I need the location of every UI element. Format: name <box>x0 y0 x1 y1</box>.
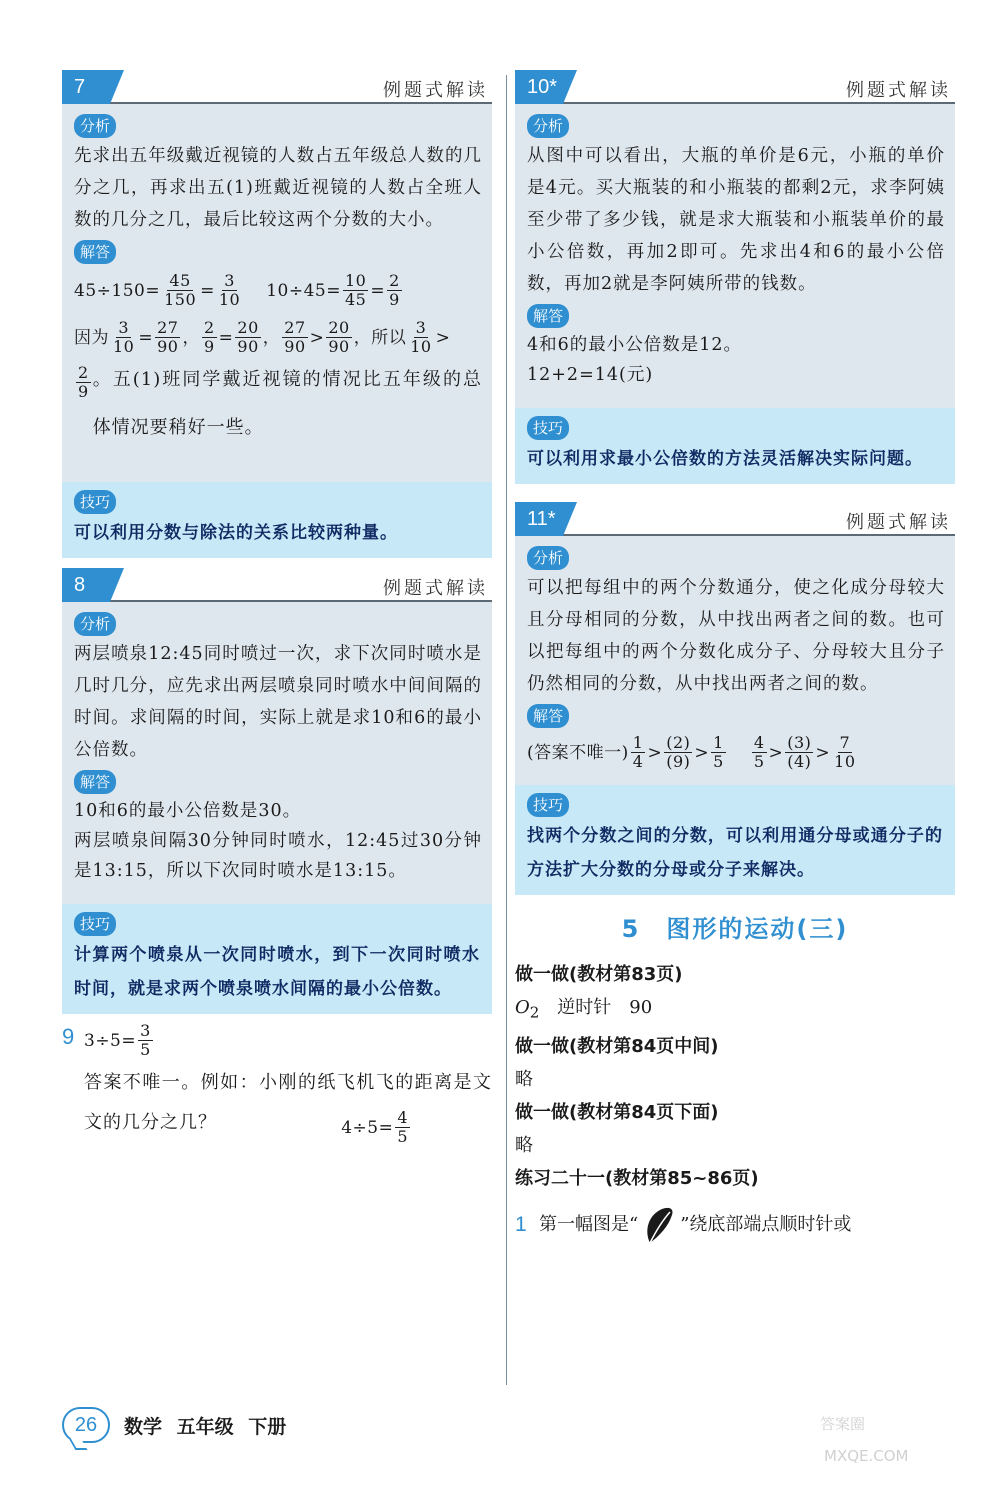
equals: = <box>145 280 161 301</box>
skill-label: 技巧 <box>74 912 116 936</box>
answer-inequalities <box>527 734 945 771</box>
example-10-header <box>515 70 955 104</box>
watermark-line-1: 答案圈 <box>820 1415 866 1433</box>
skill-text: 可以利用求最小公倍数的方法灵活解决实际问题。 <box>527 449 923 469</box>
fraction <box>162 272 198 309</box>
skill-text: 可以利用分数与除法的关系比较两种量。 <box>74 523 398 543</box>
numerator: 3 <box>140 1021 151 1040</box>
denominator: 5 <box>713 752 724 771</box>
greater-than: > <box>309 327 325 348</box>
skill-label: 技巧 <box>527 416 569 440</box>
right-column <box>515 70 955 1245</box>
fraction <box>76 364 91 401</box>
greater-than: > <box>768 742 784 763</box>
fraction <box>408 319 433 356</box>
denominator: 9 <box>78 382 89 401</box>
example-9-text: 答案不唯一。例如：小刚的纸飞机飞的距离是文文的几分之几？ <box>84 1072 492 1133</box>
fraction <box>343 272 368 309</box>
denominator: 5 <box>753 752 765 771</box>
analysis-label: 分析 <box>527 546 569 570</box>
expr: 3÷5= <box>84 1030 137 1051</box>
skill-box <box>62 482 492 558</box>
expr: 45÷150 <box>74 280 146 301</box>
example-7-header <box>62 70 492 104</box>
fraction <box>832 734 857 771</box>
watermark-logo <box>810 1395 970 1475</box>
analysis-text: 从图中可以看出，大瓶的单价是6元，小瓶的单价是4元。买大瓶装的和小瓶装的都剩2元，求李阿姨至少带了多少钱，就是求大瓶装和小瓶装单价的最小公倍数，再加2即可。先求出4和6的最小公倍数，再加2就是李阿姨所带的钱数。 <box>527 146 945 294</box>
fraction <box>631 734 646 771</box>
expr: 4÷5= <box>341 1117 394 1138</box>
denominator: 4 <box>632 752 644 771</box>
example-8-header <box>62 568 492 602</box>
example-11-header <box>515 502 955 536</box>
conclusion-line <box>74 362 482 452</box>
section-title <box>515 909 955 944</box>
denominator: (4) <box>787 752 812 771</box>
skill-box <box>515 785 955 895</box>
numerator: 20 <box>328 318 350 337</box>
exercise-answer <box>515 991 955 1030</box>
skill-box <box>515 408 955 484</box>
denominator: 9 <box>389 290 400 309</box>
comparison-line: 因为 $\frac{3}{10}$ = $\frac{27}{90}$ ， $\frac{2}{9}$ = $\frac{20}{90}$ ， $\frac{27}{90}$ > $\frac{20}{90}$ ，所以 $\frac{3}{10}$ > <box>74 318 451 356</box>
numerator: 7 <box>839 733 851 752</box>
equals: = <box>200 280 215 301</box>
greater-than: > <box>694 742 710 763</box>
numerator: 2 <box>389 271 400 290</box>
numerator: 1 <box>632 733 644 752</box>
denominator: 10 <box>113 337 135 356</box>
fraction <box>111 319 136 356</box>
denominator: 45 <box>345 290 367 309</box>
numerator: 27 <box>284 318 306 337</box>
point-label: O <box>515 997 530 1018</box>
page-footer <box>62 1400 502 1450</box>
denominator: 10 <box>834 752 856 771</box>
answer-label: 解答 <box>527 304 569 328</box>
fraction <box>155 319 180 356</box>
numerator: 10 <box>345 271 367 290</box>
exercise-answer: 略 <box>515 1068 533 1090</box>
answer-line-1: 4和6的最小公倍数是12。 <box>527 335 743 355</box>
numerator: 27 <box>157 318 179 337</box>
fraction <box>326 319 351 356</box>
exercise-heading: 练习二十一(教材第85~86页) <box>515 1167 759 1189</box>
card-tag: 例题式解读 <box>846 80 951 101</box>
exercise-answer: 略 <box>515 1134 533 1156</box>
fraction <box>387 272 402 309</box>
left-column <box>62 70 492 1146</box>
numerator: 45 <box>169 271 191 290</box>
equation-line-1 <box>74 272 482 309</box>
numerator: 1 <box>713 733 724 752</box>
fraction <box>202 319 217 356</box>
denominator: 10 <box>218 290 241 309</box>
skill-text: 找两个分数之间的分数，可以利用通分母或通分子的方法扩大分数的分母或分子来解决。 <box>527 826 943 880</box>
example-number: 11* <box>515 502 563 536</box>
denominator: 150 <box>164 290 197 309</box>
answer-line-2: 两层喷泉间隔30分钟同时喷水，12:45过30分钟是13:15，所以下次同时喷水是13:15。 <box>74 831 482 881</box>
leaf-shape-icon <box>642 1205 676 1245</box>
analysis-label: 分析 <box>527 114 569 138</box>
column-divider <box>506 75 507 1385</box>
card-tag: 例题式解读 <box>383 578 488 599</box>
equation <box>62 1022 492 1059</box>
analysis-label: 分析 <box>74 612 116 636</box>
question-number: 1 <box>515 1212 527 1236</box>
answer-line-2: 12+2=14(元) <box>527 365 654 385</box>
exercise-list <box>515 958 955 1245</box>
section-number: 5 <box>621 915 641 943</box>
numerator: 2 <box>78 363 89 382</box>
numerator: 4 <box>753 733 765 752</box>
fraction <box>752 734 767 771</box>
exercise-heading: 做一做(教材第83页) <box>515 964 683 985</box>
numerator: 2 <box>203 318 215 337</box>
skill-label: 技巧 <box>74 490 116 514</box>
denominator: 90 <box>237 337 259 356</box>
section-title-text: 图形的运动(三) <box>666 915 849 943</box>
example-8-card <box>62 568 492 1014</box>
card-tag: 例题式解读 <box>846 512 951 533</box>
fraction <box>785 734 813 771</box>
denominator: 10 <box>410 337 432 356</box>
fraction <box>217 272 242 309</box>
denominator: 5 <box>397 1127 408 1146</box>
question-text-before: 第一幅图是“ <box>539 1213 639 1235</box>
conclusion-text: 。五(1)班同学戴近视镜的情况比五年级的总体情况要稍好一些。 <box>92 369 482 438</box>
denominator: 5 <box>140 1040 151 1059</box>
question-text-after: ”绕底部端点顺时针或 <box>680 1213 852 1235</box>
analysis-label: 分析 <box>74 114 116 138</box>
analysis-text: 两层喷泉12:45同时喷过一次，求下次同时喷水是几时几分，应先求出两层喷泉同时喷水中间间隔的时间。求间隔的时间，实际上就是求10和6的最小公倍数。 <box>74 644 482 760</box>
example-9 <box>62 1022 492 1146</box>
fraction <box>395 1109 410 1146</box>
skill-label: 技巧 <box>527 793 569 817</box>
point-subscript: 2 <box>529 1003 540 1022</box>
denominator: 90 <box>284 337 306 356</box>
numerator: (2) <box>666 733 691 752</box>
denominator: 90 <box>157 337 179 356</box>
skill-box <box>62 904 492 1014</box>
watermark-line-2: MXQE.COM <box>824 1447 909 1465</box>
denominator: 9 <box>203 337 215 356</box>
fraction <box>282 319 307 356</box>
answer-label: 解答 <box>74 240 116 264</box>
expr: 10÷45 <box>266 280 327 301</box>
comma: ， <box>262 327 281 348</box>
exercise-heading: 做一做(教材第84页中间) <box>515 1035 719 1057</box>
analysis-text: 可以把每组中的两个分数通分，使之化成分母较大且分母相同的分数，从中找出两者之间的数。也可以把每组中的两个分数化成分子、分母较大且分子仍然相同的分数，从中找出两者之间的数。 <box>527 578 945 694</box>
page-number: 26 <box>62 1407 110 1443</box>
so-word: ，所以 <box>353 327 407 348</box>
analysis-text: 先求出五年级戴近视镜的人数占五年级总人数的几分之几，再求出五(1)班戴近视镜的人数占全班人数的几分之几，最后比较这两个分数的大小。 <box>74 146 482 230</box>
denominator: (9) <box>666 752 691 771</box>
example-7-card <box>62 70 492 558</box>
numerator: 20 <box>237 318 259 337</box>
numerator: 3 <box>415 318 427 337</box>
greater-than: > <box>647 742 663 763</box>
fraction <box>235 319 260 356</box>
because-word: 因为 <box>74 327 109 348</box>
numerator: 4 <box>397 1108 408 1127</box>
example-number: 8 <box>62 568 110 602</box>
equals: = <box>370 280 386 301</box>
greater-than: > <box>815 742 831 763</box>
numerator: (3) <box>787 733 812 752</box>
answer-line-1: 10和6的最小公倍数是30。 <box>74 801 302 821</box>
answer-label: 解答 <box>74 770 116 794</box>
fraction <box>138 1022 153 1059</box>
greater-than: > <box>435 327 451 348</box>
answer-label: 解答 <box>527 704 569 728</box>
comma: ， <box>182 327 200 348</box>
fraction <box>711 734 726 771</box>
numerator: 3 <box>224 271 235 290</box>
example-number: 10* <box>515 70 563 104</box>
skill-text: 计算两个喷泉从一次同时喷水，到下一次同时喷水时间，就是求两个喷泉喷水间隔的最小公倍数。 <box>74 945 480 999</box>
answer-rest: 逆时针 90 <box>539 997 653 1018</box>
example-10-card <box>515 70 955 484</box>
example-number: 9 <box>62 1024 75 1049</box>
answer-prefix: (答案不唯一) <box>527 742 629 763</box>
equals: = <box>326 280 341 301</box>
question-1 <box>515 1205 955 1245</box>
fraction <box>664 734 692 771</box>
book-title: 数学 五年级 下册 <box>124 1415 287 1438</box>
card-tag: 例题式解读 <box>383 80 488 101</box>
example-number: 7 <box>62 70 110 104</box>
numerator: 3 <box>118 318 130 337</box>
denominator: 90 <box>328 337 350 356</box>
exercise-heading: 做一做(教材第84页下面) <box>515 1101 719 1123</box>
example-11-card <box>515 502 955 895</box>
